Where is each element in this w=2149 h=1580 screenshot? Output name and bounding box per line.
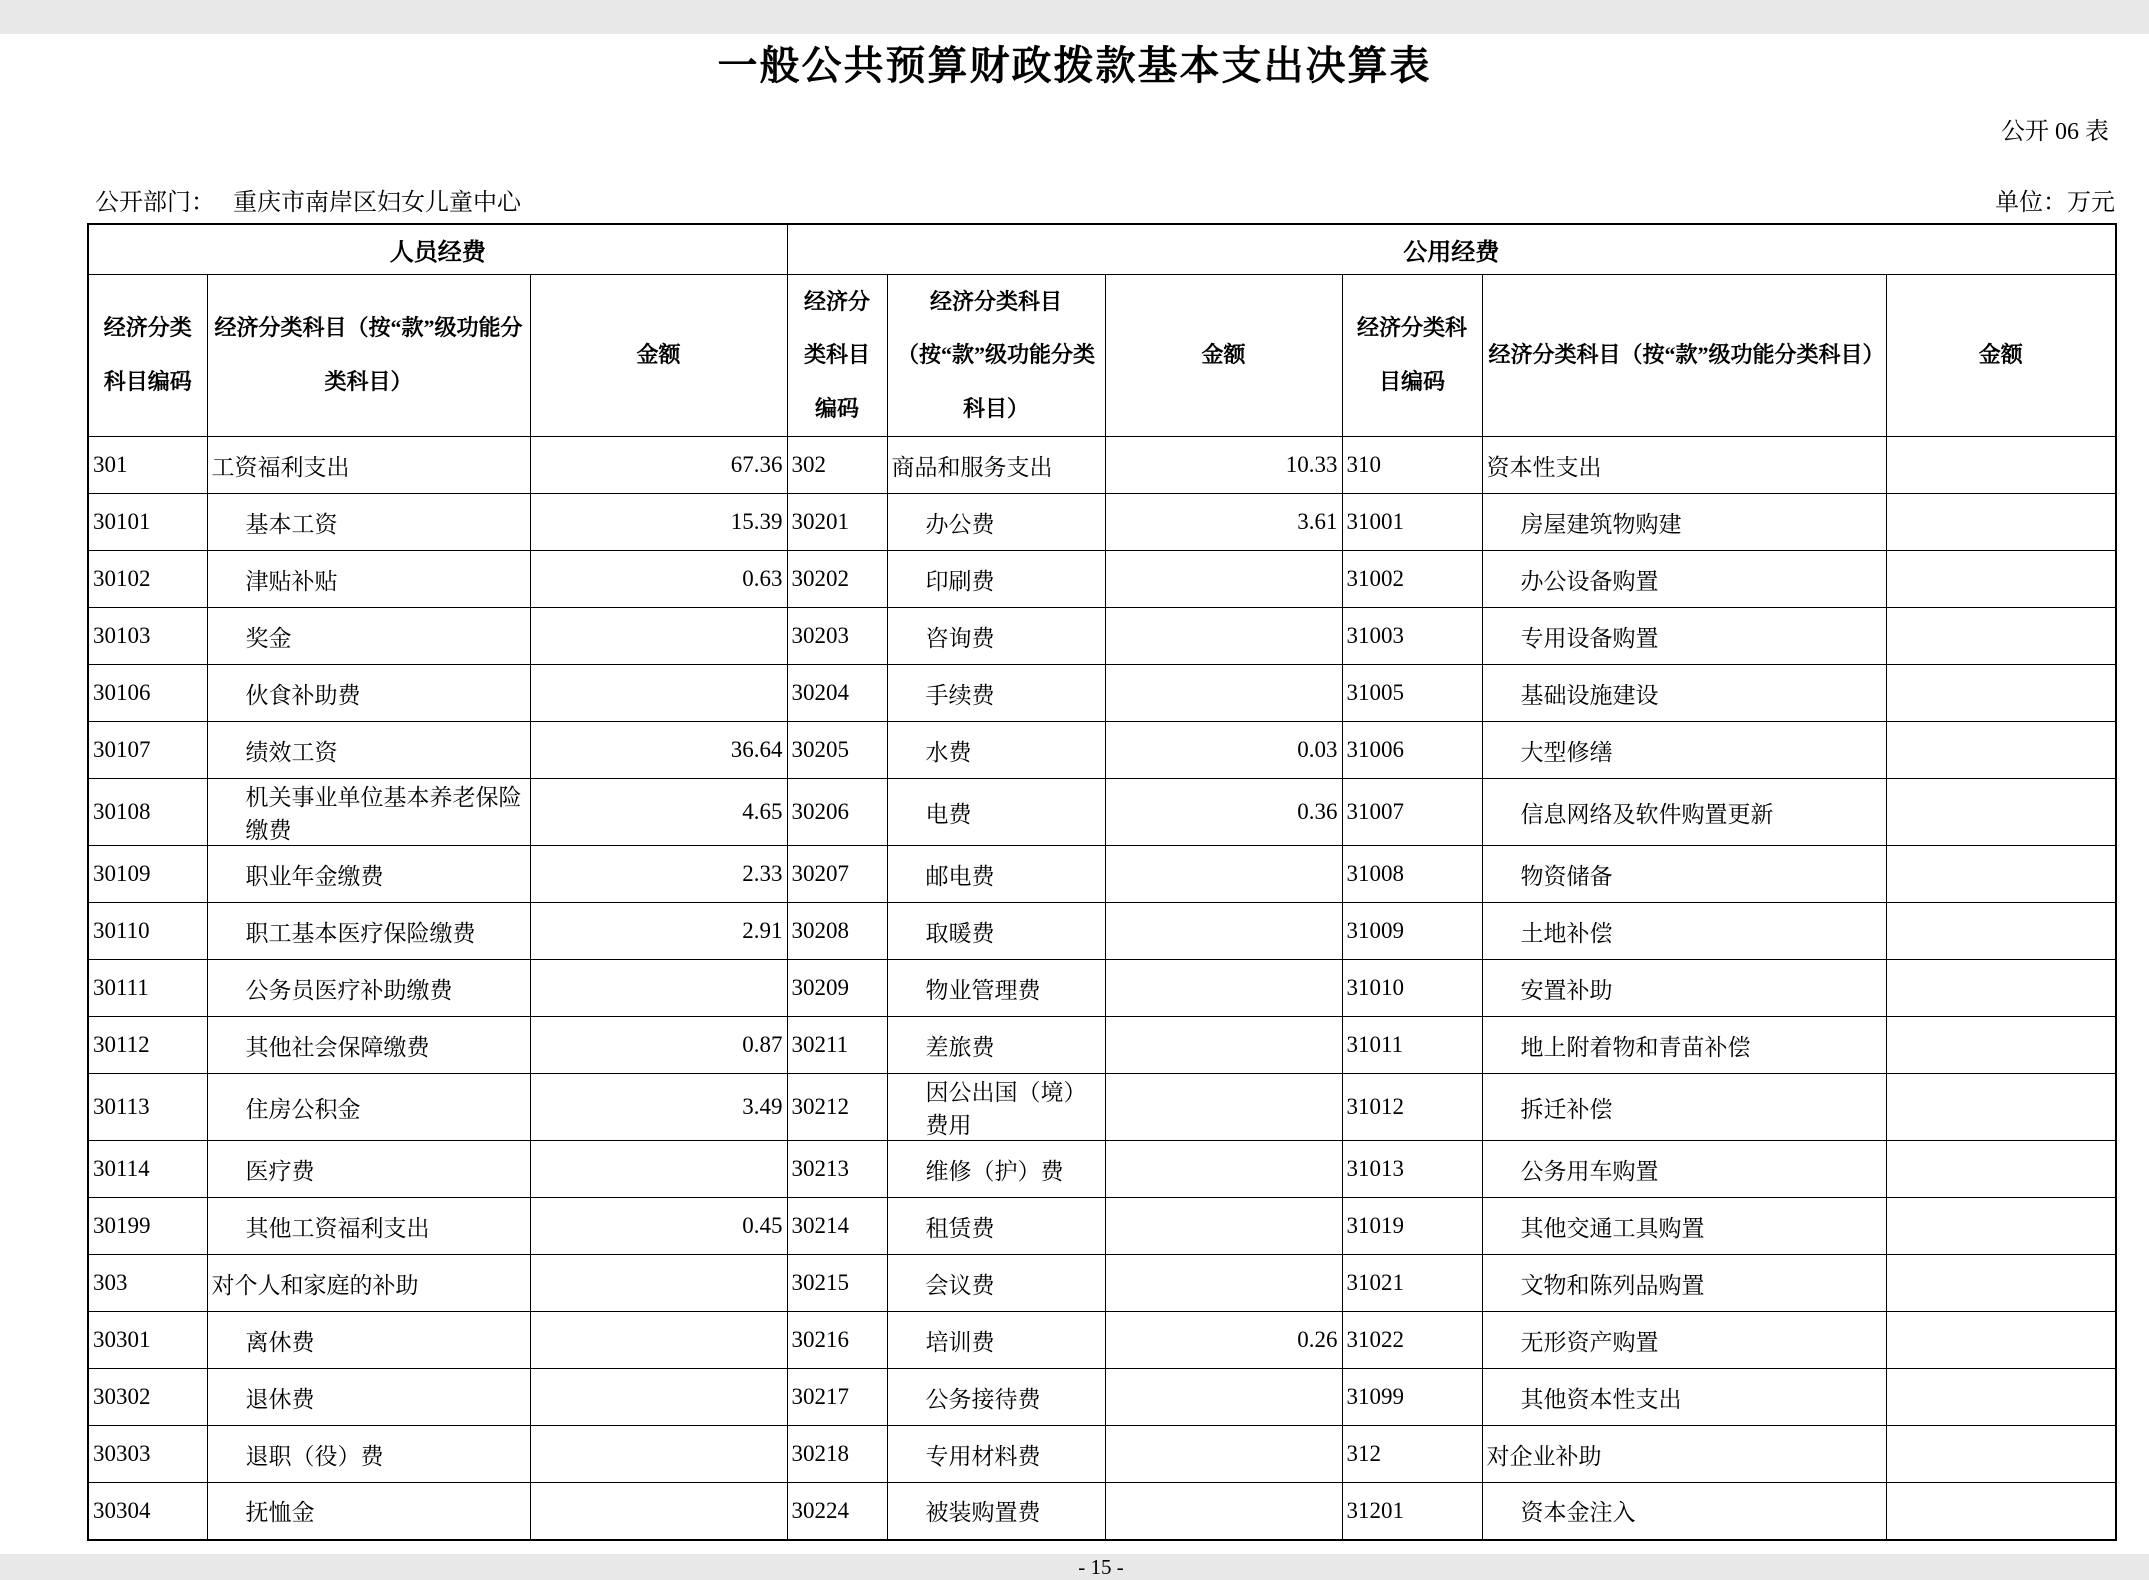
table-row <box>88 1483 2116 1540</box>
amount-cell <box>1105 665 1342 722</box>
subject-cell: 土地补偿 <box>1482 903 1886 960</box>
document-page <box>0 34 2149 1579</box>
code-cell: 31012 <box>1342 1074 1482 1141</box>
table-row <box>88 1312 2116 1369</box>
code-cell: 30106 <box>88 665 207 722</box>
page-title: 一般公共预算财政拨款基本支出决算表 <box>717 43 1432 88</box>
code-cell: 30202 <box>787 551 887 608</box>
department-name: 重庆市南岸区妇女儿童中心 <box>233 190 521 216</box>
code-cell: 30224 <box>787 1483 887 1540</box>
code-cell: 303 <box>88 1255 207 1312</box>
amount-cell <box>1886 494 2116 551</box>
table-row <box>88 494 2116 551</box>
subject-cell: 其他资本性支出 <box>1482 1369 1886 1426</box>
table-row <box>88 437 2116 494</box>
subject-cell: 伙食补助费 <box>207 665 530 722</box>
code-cell: 302 <box>787 437 887 494</box>
code-cell: 301 <box>88 437 207 494</box>
subject-cell: 商品和服务支出 <box>887 437 1105 494</box>
code-cell: 31019 <box>1342 1198 1482 1255</box>
subject-cell: 培训费 <box>887 1312 1105 1369</box>
personnel-funds-group-header: 人员经费 <box>88 224 787 274</box>
amount-cell: 2.91 <box>530 903 787 960</box>
table-row <box>88 665 2116 722</box>
amount-cell: 0.63 <box>530 551 787 608</box>
code-cell: 30207 <box>787 846 887 903</box>
subject-cell: 维修（护）费 <box>887 1141 1105 1198</box>
unit-label: 单位：万元 <box>1995 190 2115 216</box>
code-cell: 30205 <box>787 722 887 779</box>
code-cell: 31009 <box>1342 903 1482 960</box>
code-cell: 30113 <box>88 1074 207 1141</box>
amount-cell: 0.03 <box>1105 722 1342 779</box>
code-cell: 30213 <box>787 1141 887 1198</box>
code-column-header-2: 经济分类科目编码 <box>787 274 887 437</box>
amount-cell: 0.26 <box>1105 1312 1342 1369</box>
amount-cell <box>1105 1483 1342 1540</box>
amount-cell <box>1886 608 2116 665</box>
code-cell: 30201 <box>787 494 887 551</box>
code-cell: 30110 <box>88 903 207 960</box>
code-cell: 30199 <box>88 1198 207 1255</box>
subject-cell: 其他交通工具购置 <box>1482 1198 1886 1255</box>
subject-cell: 信息网络及软件购置更新 <box>1482 779 1886 846</box>
table-row <box>88 846 2116 903</box>
code-cell: 30211 <box>787 1017 887 1074</box>
subject-cell: 文物和陈列品购置 <box>1482 1255 1886 1312</box>
subject-cell: 电费 <box>887 779 1105 846</box>
amount-cell: 3.61 <box>1105 494 1342 551</box>
subject-cell: 房屋建筑物购建 <box>1482 494 1886 551</box>
subject-cell: 差旅费 <box>887 1017 1105 1074</box>
column-header-row <box>88 274 2116 437</box>
table-row <box>88 1369 2116 1426</box>
table-row <box>88 960 2116 1017</box>
subject-cell: 离休费 <box>207 1312 530 1369</box>
amount-cell <box>1886 665 2116 722</box>
code-cell: 30109 <box>88 846 207 903</box>
code-cell: 30208 <box>787 903 887 960</box>
amount-cell <box>1886 1426 2116 1483</box>
amount-cell <box>530 1255 787 1312</box>
subject-cell: 职工基本医疗保险缴费 <box>207 903 530 960</box>
amount-cell <box>530 1369 787 1426</box>
code-cell: 31011 <box>1342 1017 1482 1074</box>
code-cell: 30301 <box>88 1312 207 1369</box>
code-cell: 30304 <box>88 1483 207 1540</box>
amount-cell <box>1105 1017 1342 1074</box>
code-cell: 31099 <box>1342 1369 1482 1426</box>
subject-cell: 基础设施建设 <box>1482 665 1886 722</box>
subject-cell: 公务接待费 <box>887 1369 1105 1426</box>
code-cell: 31001 <box>1342 494 1482 551</box>
subject-cell: 拆迁补偿 <box>1482 1074 1886 1141</box>
subject-cell: 邮电费 <box>887 846 1105 903</box>
code-cell: 30101 <box>88 494 207 551</box>
code-cell: 31201 <box>1342 1483 1482 1540</box>
code-column-header-1: 经济分类科目编码 <box>88 274 207 437</box>
amount-cell <box>1105 1074 1342 1141</box>
code-cell: 30103 <box>88 608 207 665</box>
subject-cell: 抚恤金 <box>207 1483 530 1540</box>
subject-cell: 退职（役）费 <box>207 1426 530 1483</box>
code-cell: 31010 <box>1342 960 1482 1017</box>
amount-cell <box>1105 903 1342 960</box>
amount-cell <box>1105 1369 1342 1426</box>
code-cell: 310 <box>1342 437 1482 494</box>
code-cell: 30302 <box>88 1369 207 1426</box>
table-row <box>88 1141 2116 1198</box>
code-cell: 30215 <box>787 1255 887 1312</box>
amount-cell: 3.49 <box>530 1074 787 1141</box>
amount-cell <box>1105 1141 1342 1198</box>
subject-cell: 退休费 <box>207 1369 530 1426</box>
subject-cell: 机关事业单位基本养老保险缴费 <box>207 779 530 846</box>
page-number: - 15 - <box>1078 1554 1124 1579</box>
code-cell: 31013 <box>1342 1141 1482 1198</box>
amount-cell <box>1105 1426 1342 1483</box>
amount-cell <box>1886 551 2116 608</box>
subject-cell: 资本性支出 <box>1482 437 1886 494</box>
table-row <box>88 608 2116 665</box>
code-cell: 30214 <box>787 1198 887 1255</box>
code-column-header-3: 经济分类科目编码 <box>1342 274 1482 437</box>
code-cell: 31021 <box>1342 1255 1482 1312</box>
code-cell: 31008 <box>1342 846 1482 903</box>
subject-cell: 物业管理费 <box>887 960 1105 1017</box>
subject-cell: 办公设备购置 <box>1482 551 1886 608</box>
public-table-number-label: 公开 06 表 <box>2001 119 2109 145</box>
table-row <box>88 1074 2116 1141</box>
amount-cell <box>530 960 787 1017</box>
amount-cell <box>1886 1369 2116 1426</box>
amount-cell: 4.65 <box>530 779 787 846</box>
subject-cell: 印刷费 <box>887 551 1105 608</box>
amount-cell: 10.33 <box>1105 437 1342 494</box>
subject-cell: 基本工资 <box>207 494 530 551</box>
subject-cell: 被装购置费 <box>887 1483 1105 1540</box>
code-cell: 30216 <box>787 1312 887 1369</box>
subject-cell: 水费 <box>887 722 1105 779</box>
subject-cell: 专用材料费 <box>887 1426 1105 1483</box>
code-cell: 30303 <box>88 1426 207 1483</box>
amount-cell <box>1886 779 2116 846</box>
table-row <box>88 551 2116 608</box>
amount-cell <box>1105 1198 1342 1255</box>
amount-cell <box>530 665 787 722</box>
amount-cell: 0.36 <box>1105 779 1342 846</box>
budget-table <box>87 223 2117 1541</box>
code-cell: 31006 <box>1342 722 1482 779</box>
amount-cell <box>1886 437 2116 494</box>
amount-cell <box>1886 1141 2116 1198</box>
code-cell: 31002 <box>1342 551 1482 608</box>
subject-cell: 无形资产购置 <box>1482 1312 1886 1369</box>
code-cell: 31022 <box>1342 1312 1482 1369</box>
code-cell: 30112 <box>88 1017 207 1074</box>
amount-column-header-2: 金额 <box>1105 274 1342 437</box>
subject-cell: 对个人和家庭的补助 <box>207 1255 530 1312</box>
subject-cell: 大型修缮 <box>1482 722 1886 779</box>
amount-cell <box>1886 846 2116 903</box>
subject-cell: 取暖费 <box>887 903 1105 960</box>
code-cell: 312 <box>1342 1426 1482 1483</box>
subject-cell: 因公出国（境）费用 <box>887 1074 1105 1141</box>
amount-cell: 67.36 <box>530 437 787 494</box>
meta-row <box>95 182 2115 217</box>
amount-cell <box>1105 846 1342 903</box>
subject-column-header-1: 经济分类科目（按“款”级功能分类科目） <box>207 274 530 437</box>
subject-cell: 办公费 <box>887 494 1105 551</box>
subject-column-header-3: 经济分类科目（按“款”级功能分类科目） <box>1482 274 1886 437</box>
subject-cell: 手续费 <box>887 665 1105 722</box>
subject-cell: 物资储备 <box>1482 846 1886 903</box>
code-cell: 30218 <box>787 1426 887 1483</box>
code-cell: 30203 <box>787 608 887 665</box>
amount-cell <box>530 1312 787 1369</box>
subject-cell: 租赁费 <box>887 1198 1105 1255</box>
amount-cell: 2.33 <box>530 846 787 903</box>
table-row <box>88 1426 2116 1483</box>
table-row <box>88 722 2116 779</box>
code-cell: 30204 <box>787 665 887 722</box>
subject-cell: 其他工资福利支出 <box>207 1198 530 1255</box>
amount-cell <box>1105 1255 1342 1312</box>
amount-cell <box>1886 1074 2116 1141</box>
amount-cell <box>1886 722 2116 779</box>
amount-cell <box>1886 1483 2116 1540</box>
code-cell: 30107 <box>88 722 207 779</box>
code-cell: 30206 <box>787 779 887 846</box>
subject-cell: 专用设备购置 <box>1482 608 1886 665</box>
group-header-row <box>88 224 2116 274</box>
code-cell: 31003 <box>1342 608 1482 665</box>
amount-cell: 36.64 <box>530 722 787 779</box>
subject-cell: 对企业补助 <box>1482 1426 1886 1483</box>
subject-cell: 其他社会保障缴费 <box>207 1017 530 1074</box>
subject-cell: 咨询费 <box>887 608 1105 665</box>
subject-cell: 公务用车购置 <box>1482 1141 1886 1198</box>
subject-cell: 地上附着物和青苗补偿 <box>1482 1017 1886 1074</box>
amount-cell <box>1105 551 1342 608</box>
table-row <box>88 1255 2116 1312</box>
amount-cell <box>1886 1255 2116 1312</box>
table-body <box>88 437 2116 1540</box>
amount-cell <box>530 1483 787 1540</box>
subject-column-header-2: 经济分类科目（按“款”级功能分类科目） <box>887 274 1105 437</box>
amount-cell <box>1886 1312 2116 1369</box>
amount-cell <box>530 608 787 665</box>
table-row <box>88 779 2116 846</box>
subject-cell: 工资福利支出 <box>207 437 530 494</box>
amount-cell: 0.87 <box>530 1017 787 1074</box>
table-row <box>88 1198 2116 1255</box>
code-cell: 30217 <box>787 1369 887 1426</box>
subject-cell: 绩效工资 <box>207 722 530 779</box>
table-row <box>88 903 2116 960</box>
amount-cell <box>1105 608 1342 665</box>
public-funds-group-header: 公用经费 <box>787 224 2116 274</box>
amount-cell <box>1105 960 1342 1017</box>
subject-cell: 津贴补贴 <box>207 551 530 608</box>
subject-cell: 住房公积金 <box>207 1074 530 1141</box>
amount-cell <box>1886 1017 2116 1074</box>
code-cell: 30111 <box>88 960 207 1017</box>
amount-column-header-1: 金额 <box>530 274 787 437</box>
code-cell: 30108 <box>88 779 207 846</box>
subject-cell: 职业年金缴费 <box>207 846 530 903</box>
amount-cell <box>530 1141 787 1198</box>
code-cell: 30212 <box>787 1074 887 1141</box>
amount-cell: 0.45 <box>530 1198 787 1255</box>
amount-cell <box>530 1426 787 1483</box>
amount-column-header-3: 金额 <box>1886 274 2116 437</box>
code-cell: 30114 <box>88 1141 207 1198</box>
code-cell: 31005 <box>1342 665 1482 722</box>
subject-cell: 公务员医疗补助缴费 <box>207 960 530 1017</box>
amount-cell <box>1886 1198 2116 1255</box>
amount-cell <box>1886 960 2116 1017</box>
department-label: 公开部门： <box>95 190 215 216</box>
subject-cell: 会议费 <box>887 1255 1105 1312</box>
table-row <box>88 1017 2116 1074</box>
amount-cell <box>1886 903 2116 960</box>
subject-cell: 安置补助 <box>1482 960 1886 1017</box>
amount-cell: 15.39 <box>530 494 787 551</box>
subject-cell: 医疗费 <box>207 1141 530 1198</box>
code-cell: 30102 <box>88 551 207 608</box>
subject-cell: 奖金 <box>207 608 530 665</box>
subject-cell: 资本金注入 <box>1482 1483 1886 1540</box>
code-cell: 30209 <box>787 960 887 1017</box>
code-cell: 31007 <box>1342 779 1482 846</box>
department-line <box>95 182 521 217</box>
